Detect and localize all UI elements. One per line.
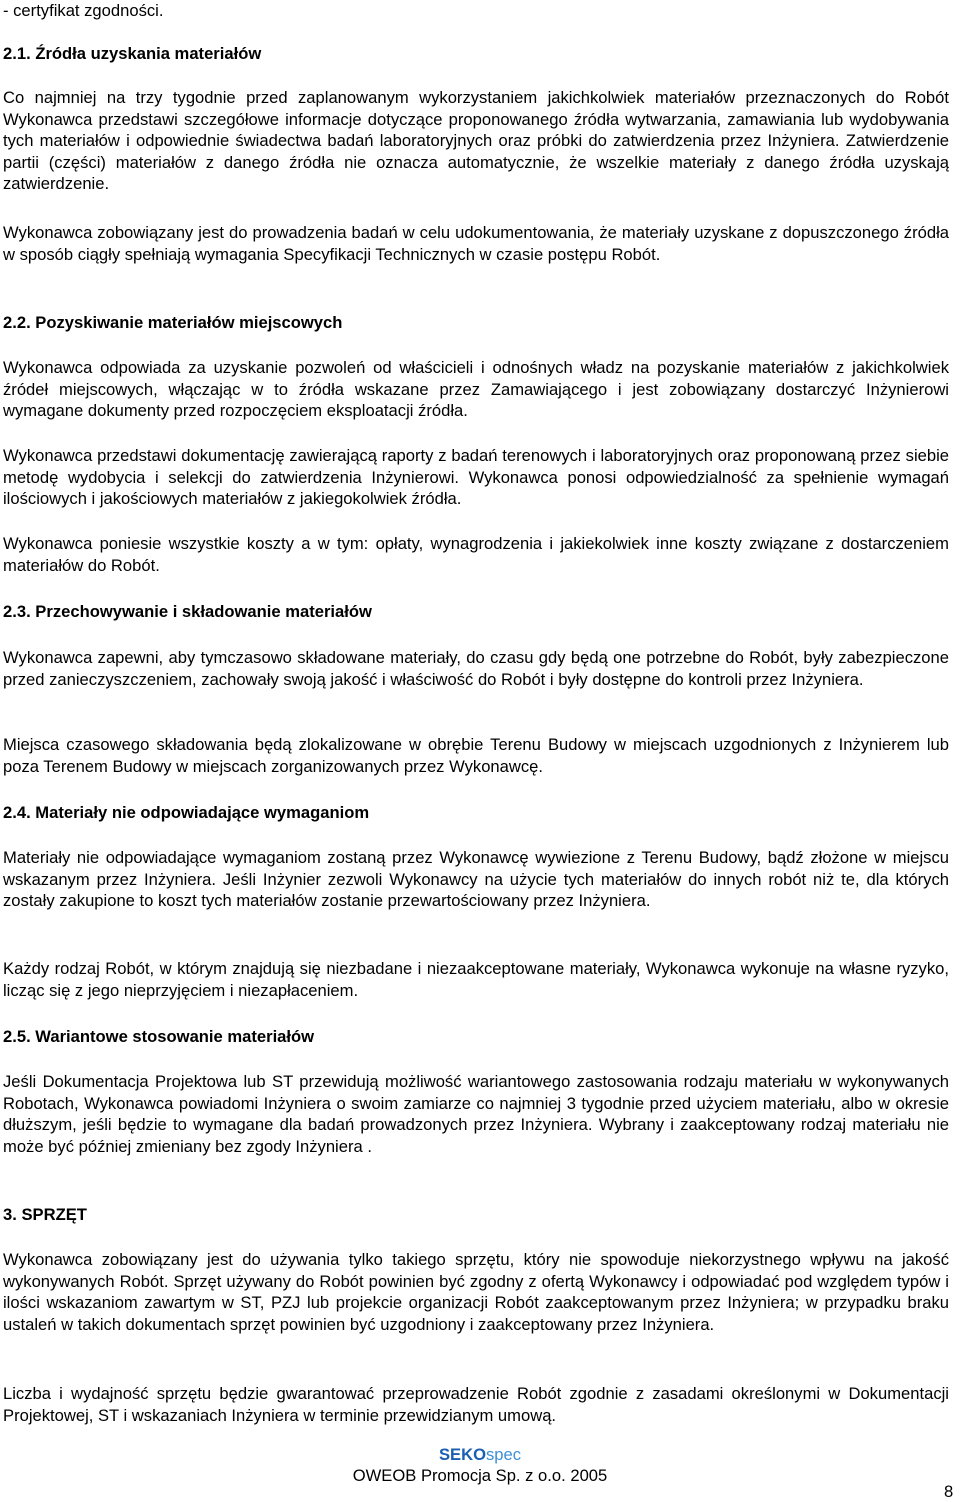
heading-2-5: 2.5. Wariantowe stosowanie materiałów — [3, 1027, 315, 1046]
paragraph-2-4-b: Każdy rodzaj Robót, w którym znajdują się niezbadane i niezaakceptowane materiały, Wykonawca wykonuje na własne ryzyko, licząc się z jego nieprzyjęciem i niezapłaceniem. — [3, 959, 949, 1000]
paragraph-2-1-a: Co najmniej na trzy tygodnie przed zaplanowanym wykorzystaniem jakichkolwiek materiałów przeznaczonych do Robót Wykonawca przedstawi szczegółowe informacje dotyczące proponowanego źródła wytwarzania, zamawiania lub wydobywania tych materiałów i odpowiednie świadectwa badań laboratoryjnych oraz próbki do zatwierdzenia przez Inżyniera. Zatwierdzenie partii (części) materiałów z danego źródła nie oznacza automatycznie, że wszelkie materiały z danego źródła uzyskają zatwierdzenie. — [3, 88, 949, 194]
heading-2-2: 2.2. Pozyskiwanie materiałów miejscowych — [3, 313, 343, 332]
paragraph-3-a: Wykonawca zobowiązany jest do używania tylko takiego sprzętu, który nie spowoduje niekorzystnego wpływu na jakość wykonywanych Robót. Sprzęt używany do Robót powinien być zgodny z ofertą Wykonawcy i odpowiadać pod względem typów i ilości wskazaniom zawartym w ST, PZJ lub projekcie organizacji Robót zaakceptowanym przez Inżyniera; w przypadku braku ustaleń w takich dokumentach sprzęt powinien być uzgodniony i zaakceptowany przez Inżyniera. — [3, 1250, 949, 1334]
paragraph-2-2-b: Wykonawca przedstawi dokumentację zawierającą raporty z badań terenowych i laboratoryjnych oraz proponowaną przez siebie metodę wydobycia i selekcji do zatwierdzenia Inżynierowi. Wykonawca ponosi odpowiedzialność za spełnienie wymagań ilościowych i jakościowych materiałów z jakiegokolwiek źródła. — [3, 446, 949, 509]
top-line-text: - certyfikat zgodności. — [3, 1, 164, 20]
heading-3: 3. SPRZĘT — [3, 1205, 87, 1224]
footer-logo — [0, 1445, 960, 1465]
footer-logo-seko: SEKO — [438, 1445, 486, 1464]
heading-2-1-title: Źródła uzyskania materiałów — [35, 44, 262, 63]
paragraph-2-3-b: Miejsca czasowego składowania będą zlokalizowane w obrębie Terenu Budowy w miejscach uzgodnionych z Inżynierem lub poza Terenem Budowy w miejscach zorganizowanych przez Wykonawcę. — [3, 735, 949, 776]
footer-text: OWEOB Promocja Sp. z o.o. 2005 — [352, 1466, 608, 1485]
paragraph-2-2-c: Wykonawca poniesie wszystkie koszty a w tym: opłaty, wynagrodzenia i jakiekolwiek inne koszty związane z dostarczeniem materiałów do Robót. — [3, 534, 949, 575]
heading-2-1 — [3, 43, 261, 65]
paragraph-2-4-a: Materiały nie odpowiadające wymaganiom zostaną przez Wykonawcę wywiezione z Terenu Budowy, bądź złożone w miejscu wskazanym przez Inżyniera. Jeśli Inżynier zezwoli Wykonawcy na użycie tych materiałów do innych robót niż te, dla których zostały zakupione to koszt tych materiałów zostanie przewartościowany przez Inżyniera. — [3, 848, 949, 911]
heading-2-3: 2.3. Przechowywanie i składowanie materiałów — [3, 602, 372, 621]
paragraph-3-b: Liczba i wydajność sprzętu będzie gwarantować przeprowadzenie Robót zgodnie z zasadami określonymi w Dokumentacji Projektowej, ST i wskazaniach Inżyniera w terminie przewidzianym umową. — [3, 1384, 949, 1425]
paragraph-2-1-b: Wykonawca zobowiązany jest do prowadzenia badań w celu udokumentowania, że materiały uzyskane z dopuszczonego źródła w sposób ciągły spełniają wymagania Specyfikacji Technicznych w czasie postępu Robót. — [3, 223, 949, 264]
page-number: 8 — [944, 1482, 954, 1501]
heading-2-1-number: 2.1. — [3, 44, 31, 63]
paragraph-2-3-a: Wykonawca zapewni, aby tymczasowo składowane materiały, do czasu gdy będą one potrzebne do Robót, były zabezpieczone przed zanieczyszczeniem, zachowały swoją jakość i właściwość do Robót i były dostępne do kontroli przez Inżyniera. — [3, 648, 949, 689]
paragraph-2-2-a: Wykonawca odpowiada za uzyskanie pozwoleń od właścicieli i odnośnych władz na pozyskanie materiałów z jakichkolwiek źródeł miejscowych, włączając w to źródła wskazane przez Zamawiającego i jest zobowiązany dostarczyć Inżynierowi wymagane dokumenty przed rozpoczęciem eksploatacji źródła. — [3, 358, 949, 421]
heading-2-4: 2.4. Materiały nie odpowiadające wymaganiom — [3, 803, 370, 822]
footer-logo-spec: spec — [485, 1445, 522, 1464]
paragraph-2-5-a: Jeśli Dokumentacja Projektowa lub ST przewidują możliwość wariantowego zastosowania rodzaju materiału w wykonywanych Robotach, Wykonawca powiadomi Inżyniera o swoim zamiarze co najmniej 3 tygodnie przed użyciem materiału, albo w okresie dłuższym, jeśli będzie to wymagane dla badań prowadzonych przez Inżyniera. Wybrany i zaakceptowany rodzaj materiału nie może być później zmieniany bez zgody Inżyniera . — [3, 1072, 949, 1156]
